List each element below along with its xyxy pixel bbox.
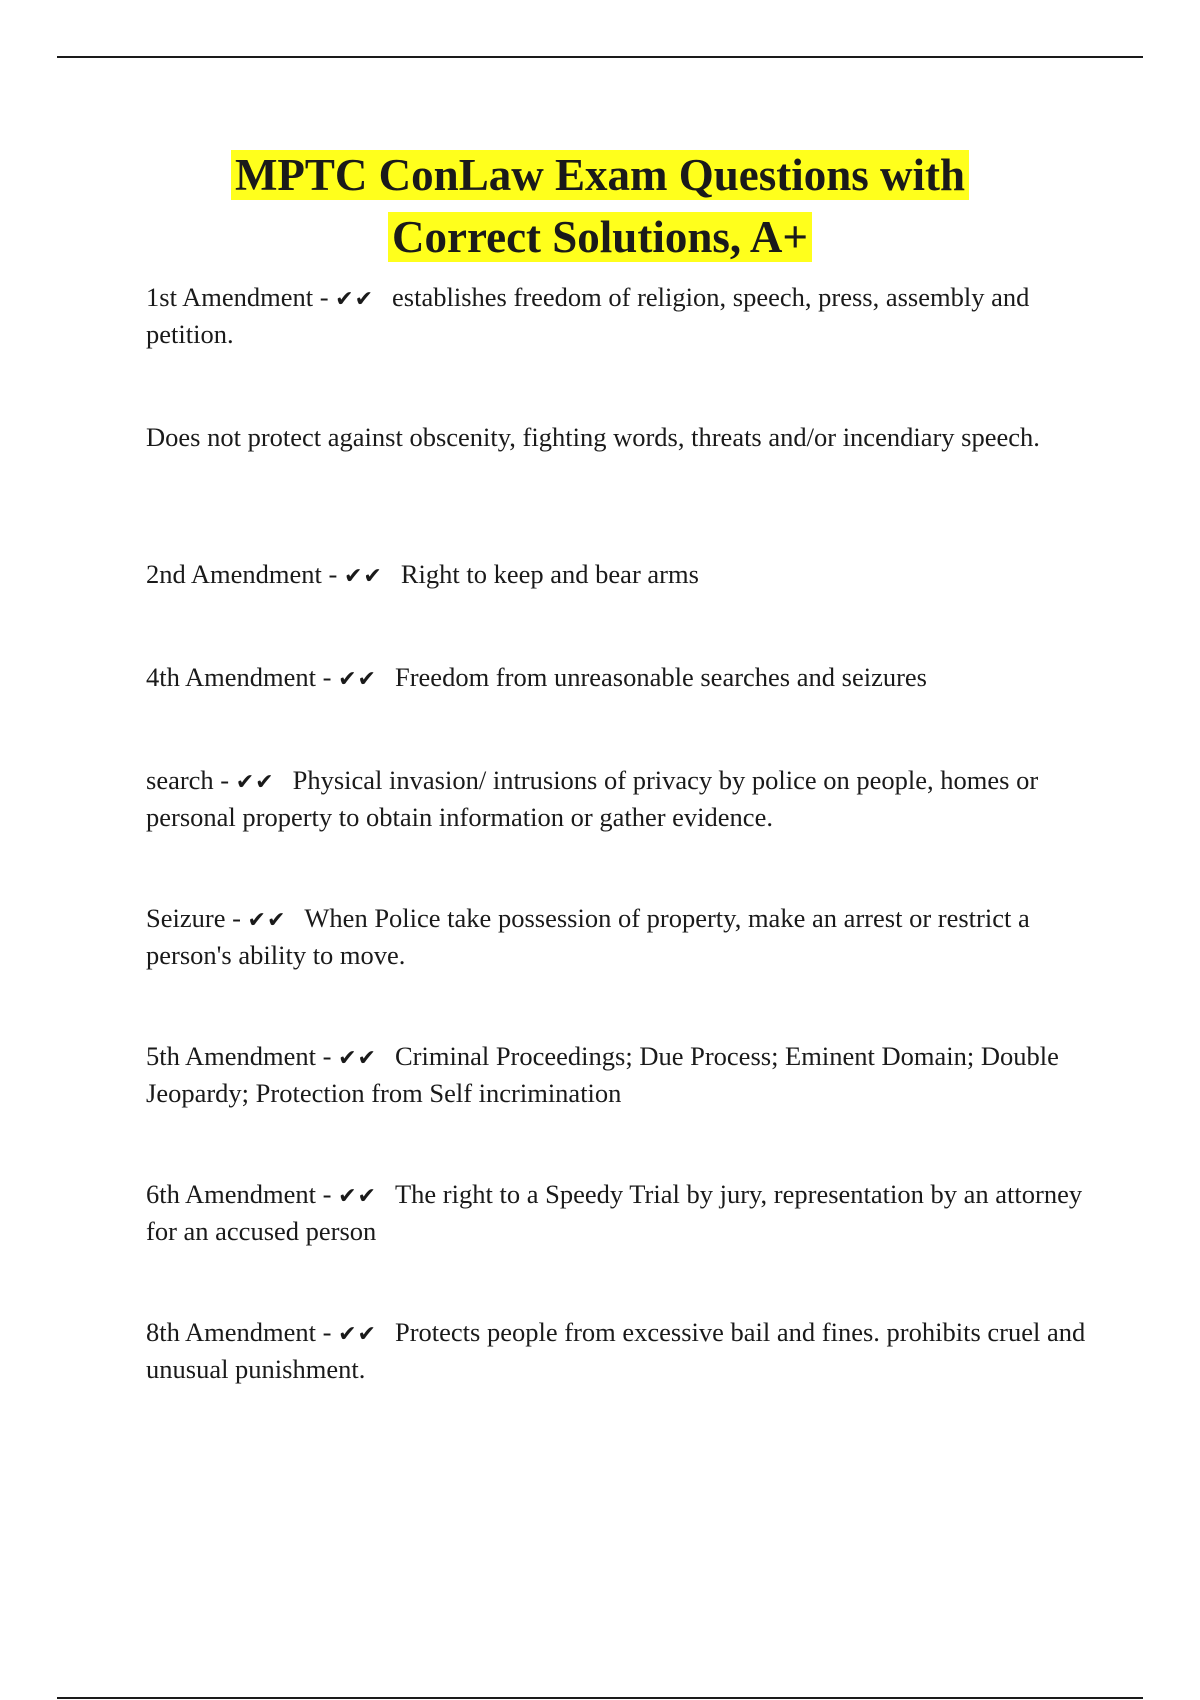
- entry-search: [146, 763, 1086, 835]
- entry-definition: Right to keep and bear arms: [400, 559, 699, 589]
- entry-definition: Freedom from unreasonable searches and seizures: [394, 662, 927, 692]
- entry-8th-amendment: [146, 1315, 1086, 1387]
- entry-definition: Physical invasion/ intrusions of privacy by police on people, homes or personal property to obtain information or gather evidence.: [146, 765, 1039, 832]
- entry-2nd-amendment: [146, 557, 1086, 594]
- entry-1st-amendment: [146, 280, 1086, 352]
- title-line-1: MPTC ConLaw Exam Questions with: [231, 150, 969, 200]
- entry-6th-amendment: [146, 1177, 1086, 1249]
- entry-term: 2nd Amendment -: [146, 559, 338, 589]
- double-check-icon: ✔✔: [338, 667, 377, 692]
- entry-term: 4th Amendment -: [146, 662, 332, 692]
- entry-definition: The right to a Speedy Trial by jury, representation by an attorney for an accused person: [146, 1179, 1083, 1246]
- entry-definition: Does not protect against obscenity, fighting words, threats and/or incendiary speech.: [146, 422, 1040, 452]
- entry-definition: Protects people from excessive bail and fines. prohibits cruel and unusual punishment.: [146, 1317, 1086, 1384]
- entry-term: search -: [146, 765, 230, 795]
- entry-term: Seizure -: [146, 903, 241, 933]
- double-check-icon: ✔✔: [338, 1184, 377, 1209]
- entry-term: 8th Amendment -: [146, 1317, 332, 1347]
- double-check-icon: ✔✔: [344, 564, 383, 589]
- entry-4th-amendment: [146, 660, 1086, 697]
- double-check-icon: ✔✔: [338, 1322, 377, 1347]
- entry-definition: establishes freedom of religion, speech, press, assembly and petition.: [146, 282, 1030, 349]
- entry-seizure: [146, 901, 1086, 973]
- entry-1st-amendment-note: [146, 420, 1086, 455]
- double-check-icon: ✔✔: [247, 908, 287, 933]
- top-rule: [57, 56, 1143, 58]
- entry-term: 1st Amendment -: [146, 282, 329, 312]
- double-check-icon: ✔✔: [335, 287, 375, 312]
- entry-5th-amendment: [146, 1039, 1086, 1111]
- double-check-icon: ✔✔: [338, 1046, 377, 1071]
- entry-term: 5th Amendment -: [146, 1041, 332, 1071]
- title-line-2: Correct Solutions, A+: [388, 212, 812, 262]
- entry-definition: Criminal Proceedings; Due Process; Eminent Domain; Double Jeopardy; Protection from Self incrimination: [146, 1041, 1059, 1108]
- entry-term: 6th Amendment -: [146, 1179, 332, 1209]
- document-title: [0, 144, 1200, 268]
- double-check-icon: ✔✔: [235, 770, 275, 795]
- entry-definition: When Police take possession of property, make an arrest or restrict a person's ability to move.: [146, 903, 1030, 970]
- bottom-rule: [57, 1697, 1143, 1699]
